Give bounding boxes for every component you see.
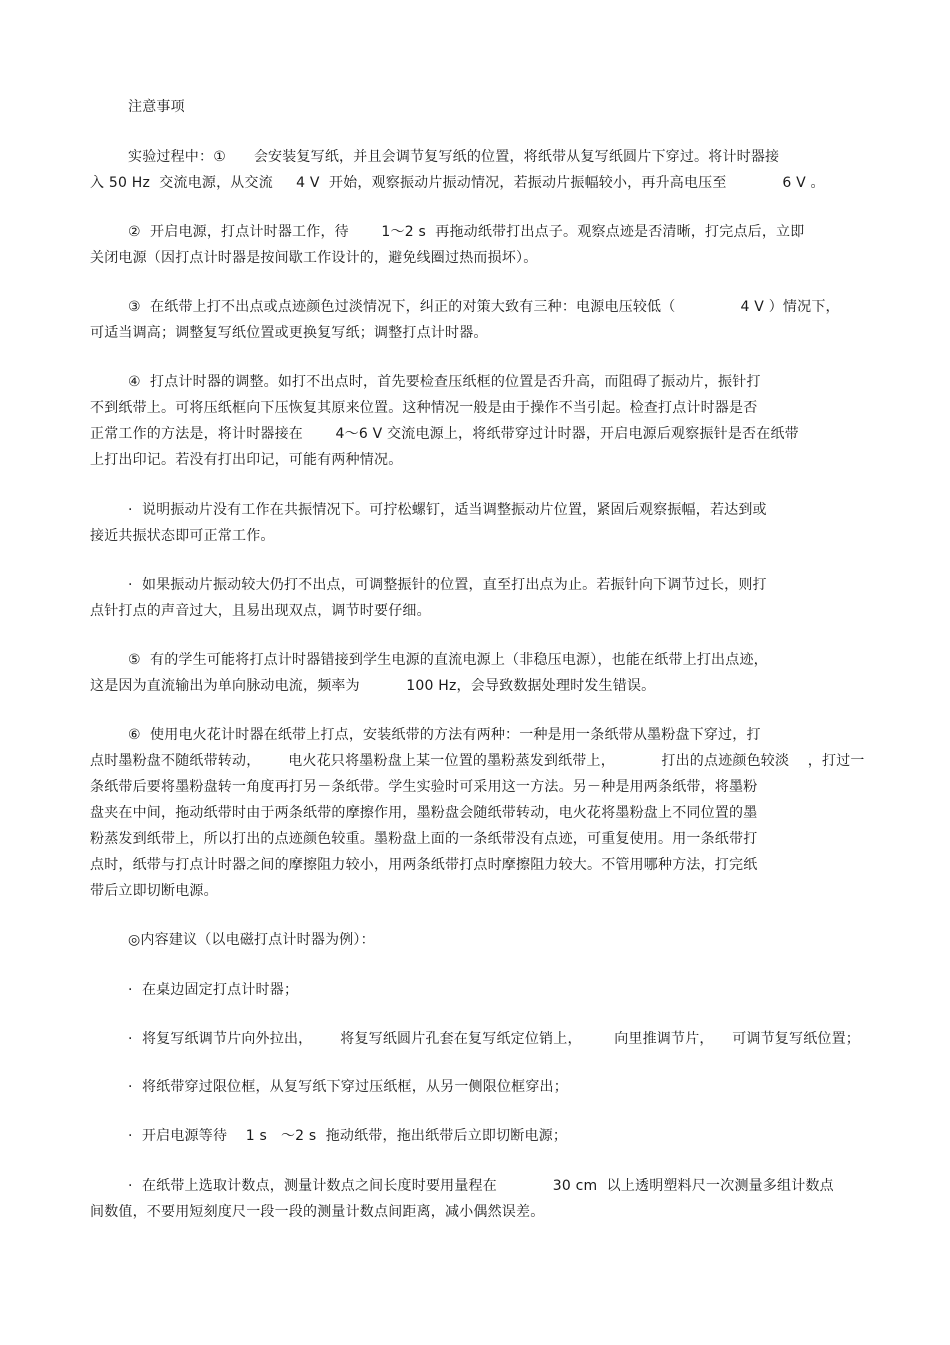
para-item-6-line-6: 点时，纸带与打点计时器之间的摩擦阻力较小，用两条纸带打点时摩擦阻力较大。不管用哪种方法，打完纸 <box>90 857 758 873</box>
para-bullet-1-line-1: · 说明振动片没有工作在共振情况下。可拧松螺钉，适当调整振动片位置，紧固后观察振幅，若达到或 <box>128 502 767 518</box>
suggestion-heading: ◎内容建议（以电磁打点计时器为例）： <box>128 932 375 948</box>
para-bullet-1-line-2: 接近共振状态即可正常工作。 <box>90 528 275 544</box>
para-item-3-line-2: 可适当调高；调整复写纸位置或更换复写纸；调整打点计时器。 <box>90 325 488 341</box>
para-item-3-line-1: ③ 在纸带上打不出点或点迹颜色过淡情况下，纠正的对策大致有三种：电源电压较低（ 4 V ）情况下， <box>128 299 840 315</box>
para-process-line-2: 入 50 Hz 交流电源，从交流 4 V 开始，观察振动片振动情况，若振动片振幅较小，再升高电压至 6 V 。 <box>90 175 825 191</box>
para-item-4-line-1: ④ 打点计时器的调整。如打不出点时，首先要检查压纸框的位置是否升高，而阻碍了振动片，振针打 <box>128 374 761 390</box>
para-item-2-line-2: 关闭电源（因打点计时器是按间歇工作设计的，避免线圈过热而损坏）。 <box>90 250 538 266</box>
para-item-5-line-2: 这是因为直流输出为单向脉动电流，频率为 100 Hz，会导致数据处理时发生错误。 <box>90 678 656 694</box>
para-item-6-line-5: 粉蒸发到纸带上，所以打出的点迹颜色较重。墨粉盘上面的一条纸带没有点迹，可重复使用。用一条纸带打 <box>90 831 758 847</box>
suggestion-item: · 开启电源等待 1 s ～2 s 拖动纸带，拖出纸带后立即切断电源； <box>128 1128 568 1144</box>
para-item-4-line-3: 正常工作的方法是，将计时器接在 4～6 V 交流电源上，将纸带穿过计时器，开启电源后观察振针是否在纸带 <box>90 426 799 442</box>
para-item-4-line-4: 上打出印记。若没有打出印记，可能有两种情况。 <box>90 452 403 468</box>
page-heading: 注意事项 <box>128 99 185 115</box>
suggestion-item-continuation: 间数值，不要用短刻度尺一段一段的测量计数点间距离，减小偶然误差。 <box>90 1204 545 1220</box>
para-item-6-line-2: 点时墨粉盘不随纸带转动， 电火花只将墨粉盘上某一位置的墨粉蒸发到纸带上， 打出的点迹颜色较淡 ，打过一 <box>90 753 865 769</box>
para-bullet-2-line-1: · 如果振动片振动较大仍打不出点，可调整振针的位置，直至打出点为止。若振针向下调节过长，则打 <box>128 577 767 593</box>
para-item-6-line-1: ⑥ 使用电火花计时器在纸带上打点，安装纸带的方法有两种：一种是用一条纸带从墨粉盘下穿过，打 <box>128 727 761 743</box>
para-item-6-line-4: 盘夹在中间，拖动纸带时由于两条纸带的摩擦作用，墨粉盘会随纸带转动，电火花将墨粉盘上不同位置的墨 <box>90 805 758 821</box>
para-bullet-2-line-2: 点针打点的声音过大，且易出现双点，调节时要仔细。 <box>90 603 431 619</box>
suggestion-item: · 将复写纸调节片向外拉出， 将复写纸圆片孔套在复写纸定位销上， 向里推调节片， 可调节复写纸位置； <box>128 1031 861 1047</box>
suggestion-item: · 在桌边固定打点计时器； <box>128 982 299 998</box>
para-item-2-line-1: ② 开启电源，打点计时器工作，待 1～2 s 再拖动纸带打出点子。观察点迹是否清晰，打完点后，立即 <box>128 224 805 240</box>
suggestion-item: · 将纸带穿过限位框，从复写纸下穿过压纸框，从另一侧限位框穿出； <box>128 1079 568 1095</box>
para-process-line-1: 实验过程中：① 会安装复写纸，并且会调节复写纸的位置，将纸带从复写纸圆片下穿过。将计时器接 <box>128 149 780 165</box>
suggestion-item: · 在纸带上选取计数点，测量计数点之间长度时要用量程在 30 cm 以上透明塑料尺一次测量多组计数点 <box>128 1178 834 1194</box>
para-item-5-line-1: ⑤ 有的学生可能将打点计时器错接到学生电源的直流电源上（非稳压电源），也能在纸带上打出点迹， <box>128 652 768 668</box>
para-item-6-line-3: 条纸带后要将墨粉盘转一角度再打另－条纸带。学生实验时可采用这一方法。另－种是用两条纸带，将墨粉 <box>90 779 758 795</box>
para-item-6-line-7: 带后立即切断电源。 <box>90 883 218 899</box>
para-item-4-line-2: 不到纸带上。可将压纸框向下压恢复其原来位置。这种情况一般是由于操作不当引起。检查打点计时器是否 <box>90 400 758 416</box>
